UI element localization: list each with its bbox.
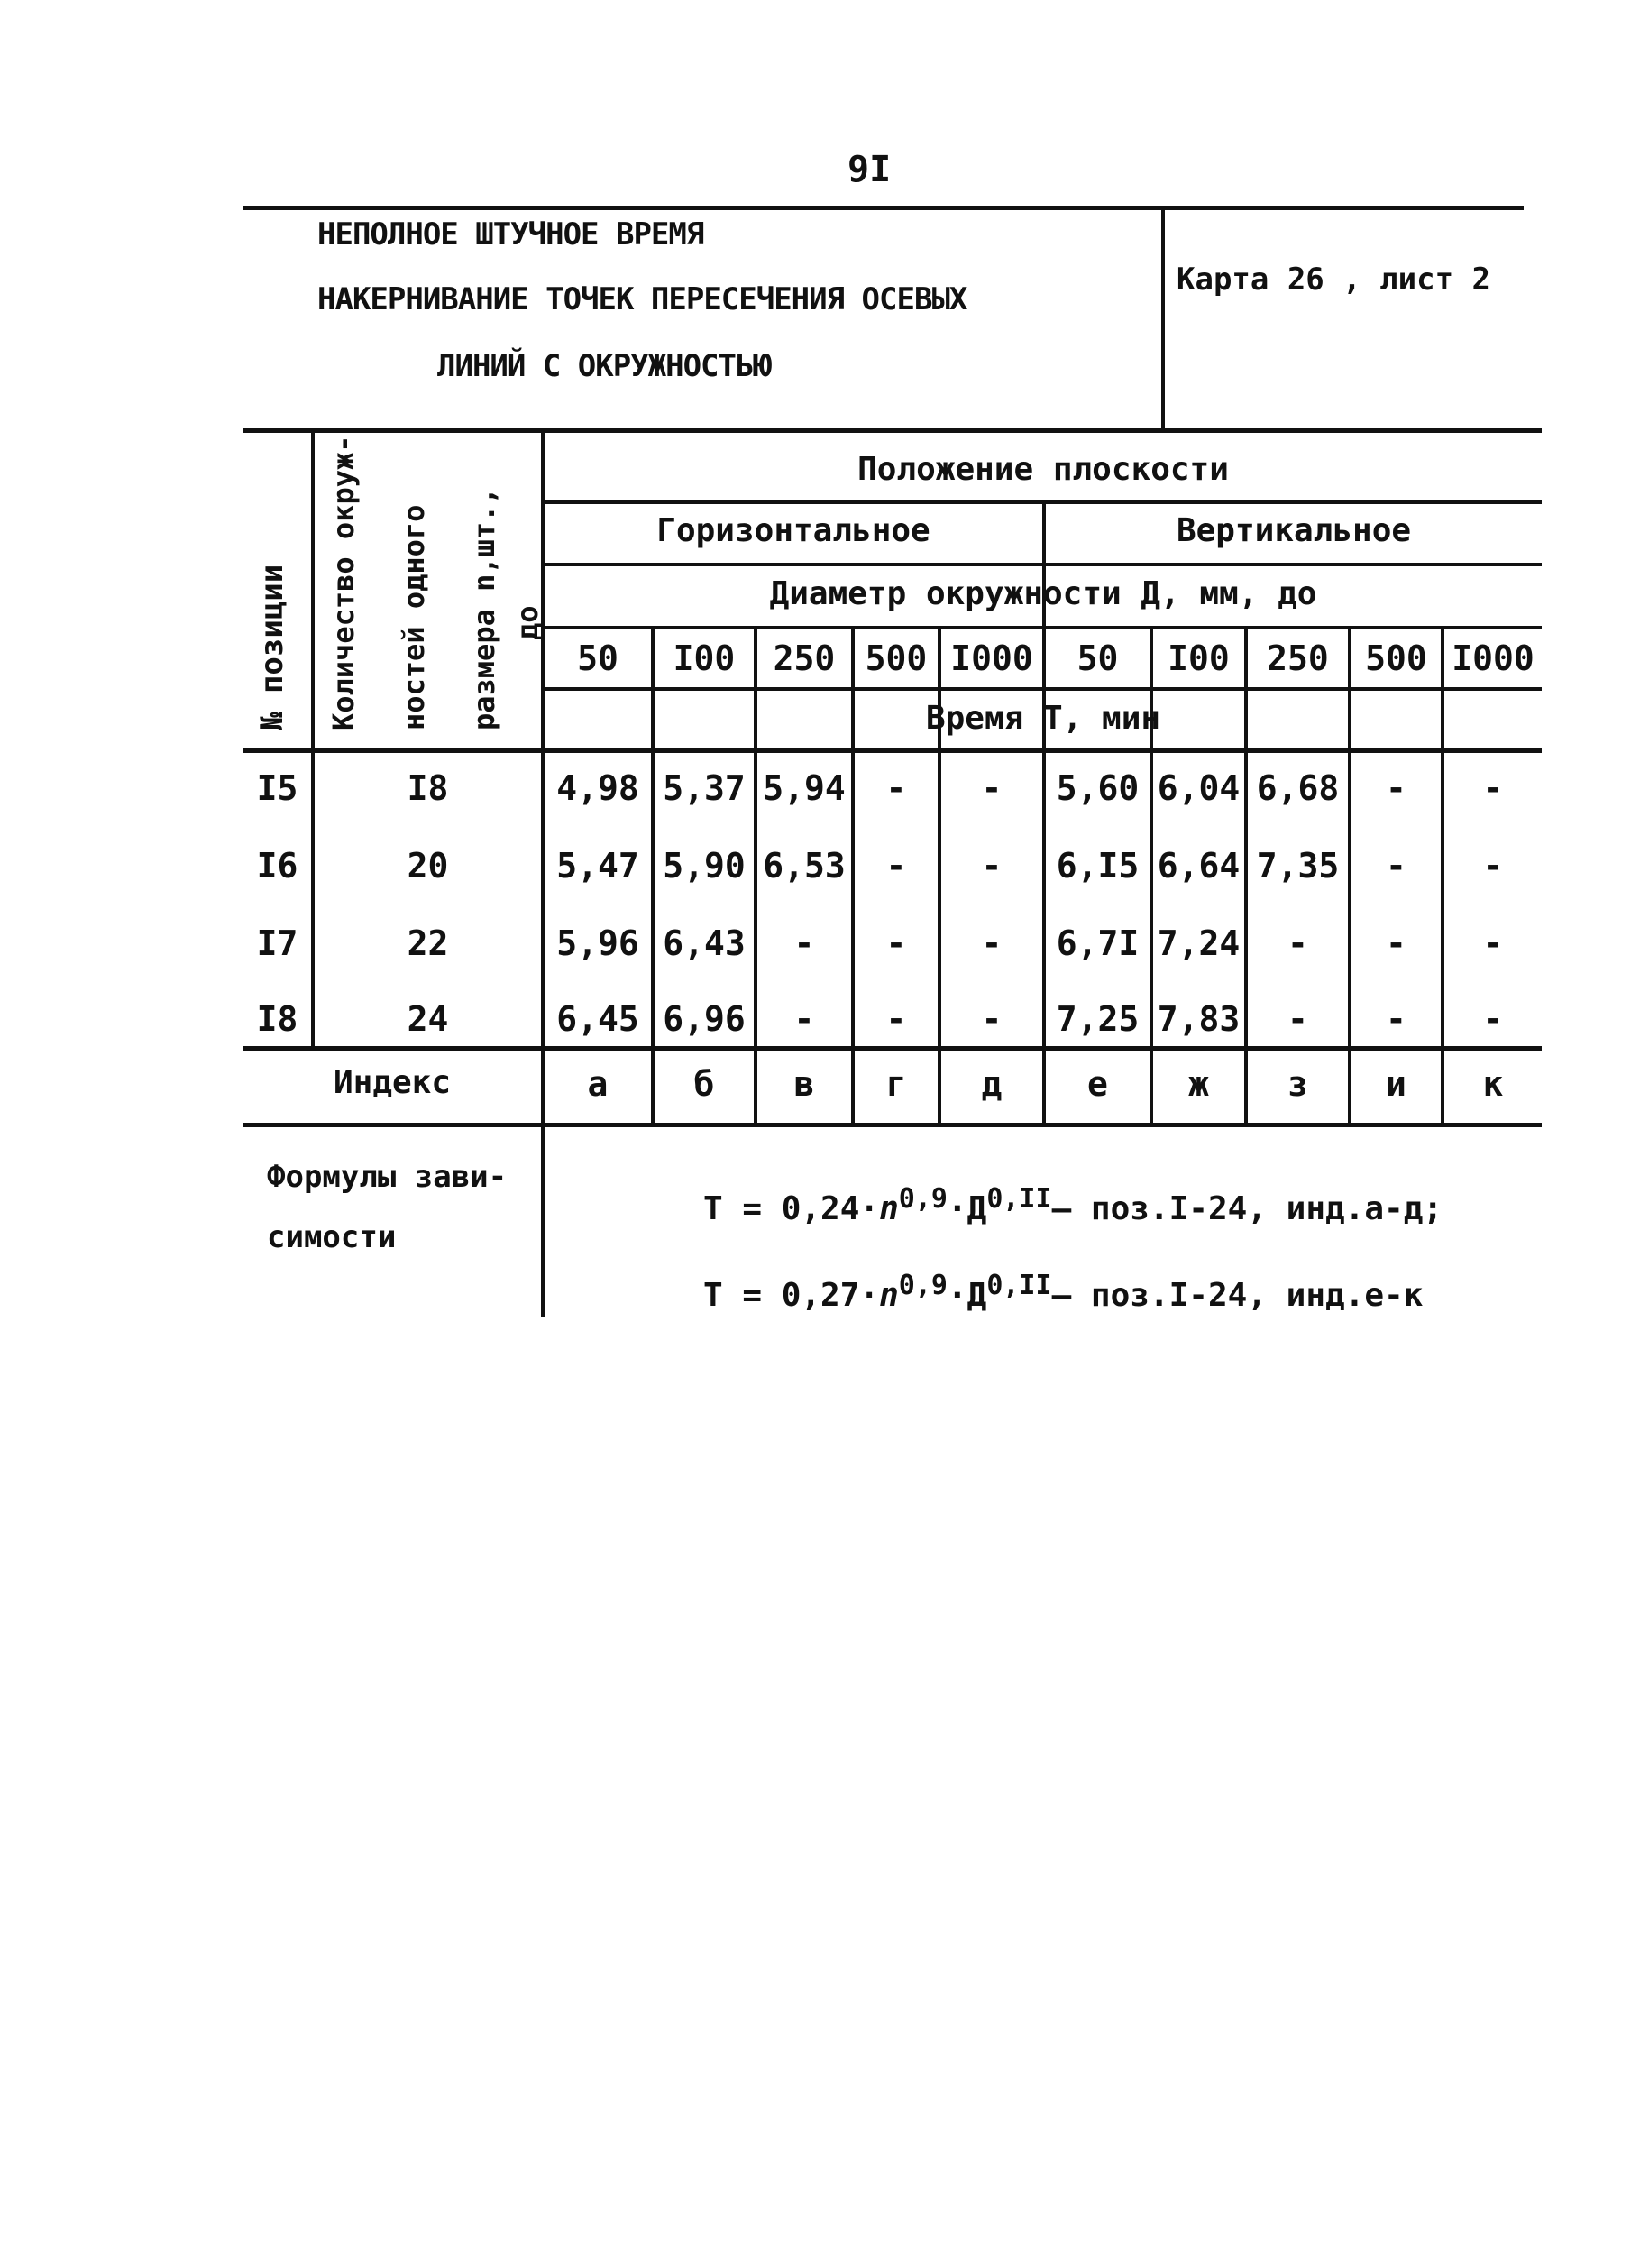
- position-column-header: № позиции: [254, 564, 290, 730]
- index-cell: д: [981, 1064, 1003, 1104]
- value-cell: -: [885, 768, 907, 808]
- value-cell: -: [1386, 999, 1406, 1039]
- formula-1-exp2: 0,II: [986, 1183, 1052, 1215]
- formula-label-line-2: симости: [267, 1219, 397, 1255]
- value-cell: -: [885, 846, 907, 886]
- value-cell: -: [981, 923, 1003, 963]
- index-cell: з: [1287, 1064, 1308, 1104]
- title-line-3: ЛИНИЙ С ОКРУЖНОСТЬЮ: [437, 348, 771, 384]
- value-cell: -: [981, 846, 1003, 886]
- value-cell: 5,60: [1056, 768, 1140, 808]
- count-header-line-1: Количество окруж-: [326, 435, 361, 730]
- formula-2-lhs: Т = 0,27·: [703, 1277, 880, 1314]
- count-cell: 20: [407, 846, 449, 886]
- value-cell: -: [1386, 923, 1406, 963]
- diameter-cell: I000: [1452, 638, 1534, 678]
- value-cell: -: [1287, 923, 1308, 963]
- header-divider: [1161, 206, 1165, 431]
- formula-1-var: n: [879, 1190, 899, 1227]
- count-cell: 24: [407, 999, 449, 1039]
- diameter-cell: I000: [950, 638, 1033, 678]
- diameter-cell: 500: [1365, 638, 1427, 678]
- value-cell: 7,25: [1056, 999, 1140, 1039]
- count-header-line-4: до: [510, 605, 545, 640]
- position-cell: I7: [256, 923, 298, 963]
- index-cell: в: [793, 1064, 815, 1104]
- value-cell: 6,04: [1157, 768, 1241, 808]
- diameter-cell: I00: [1168, 638, 1230, 678]
- value-cell: 6,68: [1256, 768, 1340, 808]
- title-line-1: НЕПОЛНОЕ ШТУЧНОЕ ВРЕМЯ: [317, 216, 704, 253]
- horizontal-header: Горизонтальное: [656, 512, 930, 549]
- value-cell: -: [1287, 999, 1308, 1039]
- index-label: Индекс: [333, 1064, 452, 1101]
- rule-above-index: [243, 1046, 1542, 1051]
- value-cell: -: [1386, 768, 1406, 808]
- rule-under-index: [243, 1123, 1542, 1127]
- formula-1-rhs: – поз.I-24, инд.а-д;: [1051, 1190, 1443, 1227]
- value-cell: 7,35: [1256, 846, 1340, 886]
- value-cell: -: [1482, 846, 1504, 886]
- value-cell: -: [1482, 999, 1504, 1039]
- rule-under-orientation: [541, 563, 1542, 566]
- value-cell: -: [793, 923, 815, 963]
- rule-under-diam-values: [541, 687, 1542, 691]
- diameter-cell: 250: [1267, 638, 1329, 678]
- count-header-line-3: размера n,шт.,: [467, 487, 501, 730]
- value-cell: 6,7I: [1056, 923, 1140, 963]
- table-top-rule: [243, 428, 1542, 433]
- value-cell: -: [885, 923, 907, 963]
- page-number: 9I: [847, 149, 892, 190]
- value-cell: 6,64: [1157, 846, 1241, 886]
- formula-1-lhs: Т = 0,24·: [703, 1190, 880, 1227]
- value-cell: 5,47: [556, 846, 639, 886]
- formula-2-mid: ·Д: [947, 1277, 987, 1314]
- value-cell: -: [1482, 768, 1504, 808]
- diameter-cell: 50: [577, 638, 618, 678]
- index-cell: г: [885, 1064, 907, 1104]
- value-cell: -: [981, 768, 1003, 808]
- formula-2-exp2: 0,II: [986, 1270, 1052, 1301]
- value-cell: -: [1482, 923, 1504, 963]
- value-cell: 6,53: [763, 846, 846, 886]
- count-cell: I8: [407, 768, 449, 808]
- index-cell: и: [1386, 1064, 1406, 1104]
- value-cell: -: [981, 999, 1003, 1039]
- count-header-line-2: ностей одного: [397, 504, 431, 730]
- diameter-cell: 250: [773, 638, 836, 678]
- value-cell: 5,37: [663, 768, 746, 808]
- value-cell: 7,24: [1157, 923, 1241, 963]
- value-cell: -: [1386, 846, 1406, 886]
- value-cell: 6,43: [663, 923, 746, 963]
- value-cell: 5,90: [663, 846, 746, 886]
- formula-1-mid: ·Д: [947, 1190, 987, 1227]
- count-cell: 22: [407, 923, 449, 963]
- formula-2-exp1: 0,9: [898, 1270, 948, 1301]
- diameter-cell: 500: [865, 638, 928, 678]
- formula-label-line-1: Формулы зави-: [267, 1159, 508, 1195]
- plane-header: Положение плоскости: [857, 451, 1229, 488]
- index-cell: е: [1087, 1064, 1108, 1104]
- value-cell: 5,96: [556, 923, 639, 963]
- index-cell: к: [1482, 1064, 1504, 1104]
- formula-2-var: n: [879, 1277, 899, 1314]
- diameter-cell: 50: [1076, 638, 1119, 678]
- index-cell: а: [587, 1064, 609, 1104]
- rule-under-diameter: [541, 626, 1542, 629]
- position-cell: I8: [256, 999, 298, 1039]
- position-cell: I6: [256, 846, 298, 886]
- card-label: Карта 26 , лист 2: [1177, 262, 1490, 298]
- formula-2: [703, 1270, 1423, 1314]
- value-cell: 7,83: [1157, 999, 1241, 1039]
- title-line-2: НАКЕРНИВАНИЕ ТОЧЕК ПЕРЕСЕЧЕНИЯ ОСЕВЫХ: [317, 281, 967, 317]
- value-cell: -: [885, 999, 907, 1039]
- rule-under-plane: [541, 500, 1542, 504]
- formula-1: [703, 1183, 1443, 1227]
- value-cell: 5,94: [763, 768, 846, 808]
- value-cell: 6,45: [556, 999, 639, 1039]
- value-cell: 4,98: [556, 768, 639, 808]
- diameter-cell: I00: [673, 638, 736, 678]
- index-cell: ж: [1188, 1064, 1209, 1104]
- header-top-rule: [243, 206, 1524, 210]
- position-cell: I5: [256, 768, 298, 808]
- diameter-header: Диаметр окружности Д, мм, до: [769, 575, 1317, 612]
- formula-1-exp1: 0,9: [898, 1183, 948, 1215]
- value-cell: -: [793, 999, 815, 1039]
- time-header: Время Т, мин: [925, 700, 1161, 737]
- value-cell: 6,I5: [1056, 846, 1140, 886]
- index-cell: б: [693, 1064, 715, 1104]
- rule-under-header: [243, 748, 1542, 753]
- value-cell: 6,96: [663, 999, 746, 1039]
- vertical-header: Вертикальное: [1176, 512, 1412, 549]
- formula-2-rhs: – поз.I-24, инд.е-к: [1051, 1277, 1424, 1314]
